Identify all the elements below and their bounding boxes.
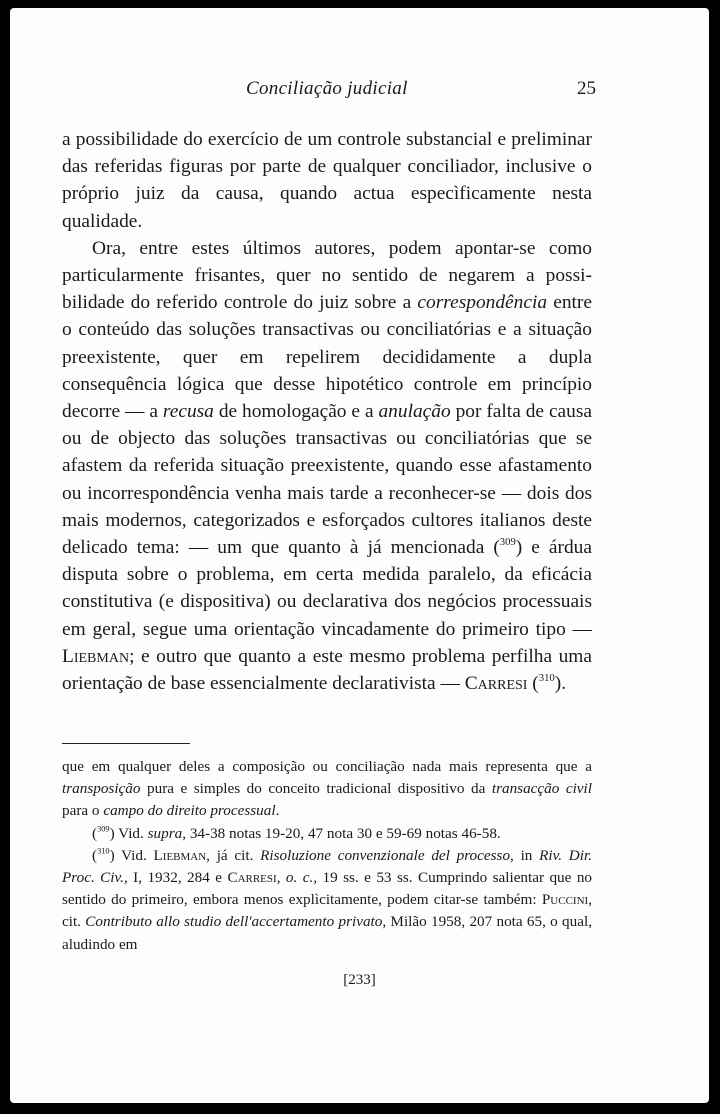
footnotes xyxy=(62,756,592,956)
folio-number: [233] xyxy=(343,972,376,988)
author-liebman: Liebman xyxy=(62,645,130,667)
footnote-ref-309: 309 xyxy=(499,536,516,549)
paragraph-1: a possibilidade do exercício de um controle substancial e preliminar das referidas figuras por parte de qualquer conciliador, inclusive o próprio juiz da causa, quando actua especìficamente nesta qualidade. xyxy=(62,129,592,232)
book-page xyxy=(10,8,709,1103)
running-title: Conciliação judicial xyxy=(246,78,408,99)
author-carresi: Carresi xyxy=(464,673,528,695)
main-text xyxy=(62,126,592,697)
footnote-continuation: que em qualquer deles a composição ou conciliação nada mais representa que a transposição pura e simples do conceito tradicional dispositivo da transacção civil para o campo do direito processual. xyxy=(62,758,592,820)
footnote-309: ($^{309}$) Vid. supra, 34-38 notas 19-20, 47 nota 30 e 59-69 notas 46-58. xyxy=(92,824,501,842)
footnote-divider xyxy=(62,743,190,744)
page-header xyxy=(60,78,594,106)
page-number: 25 xyxy=(577,78,596,99)
footnote-ref-310: 310 xyxy=(538,672,555,685)
footnote-310: ($^{310}$) Vid. Liebman, já cit. Risoluzione convenzionale del processo, in Riv. Dir. Proc. Civ., I, 1932, 284 e Carresi, o. c., 19 ss. e 53 ss. Cumprindo salientar que no sentido do primeiro, embora menos explìcitamente, podem citar-se também: Puccini, cit. Contributo allo studio dell'accertamento privato, Milão 1958, 207 nota 65, o qual, aludindo em xyxy=(62,846,593,953)
paragraph-2: Ora, entre estes últimos autores, podem apontar-se como particularmente frisantes, quer no sentido de negarem a possibilidade do referido controle do juiz sobre a correspondência entre o conteúdo das soluções transactivas ou conciliatórias e a situação preexistente, quer em repelirem decididamente a dupla consequência lógica que desse hipotético controle em princípio decorre — a recusa de homologação e a anulação por falta de causa ou de objecto das soluções transactivas ou conciliatórias que se afastem da referida situação preexistente, quando esse afastamento ou incorrespondência venha mais tarde a reconhecer-se — dois dos mais modernos, categorizados e esforçados cultores italianos deste delicado tema: — um que quanto à já mencionada ($^{309}$) e árdua disputa sobre o problema, em certa medida paralelo, da eficácia constitutiva (e dispositiva) ou declarativa dos negócios processuais em geral, segue uma orientação vincadamente do primeiro tipo — Liebman; e outro que quanto a este mesmo problema perfilha uma orientação de base essencialmente declarativista — Carresi ($^{310}$). xyxy=(62,237,593,695)
